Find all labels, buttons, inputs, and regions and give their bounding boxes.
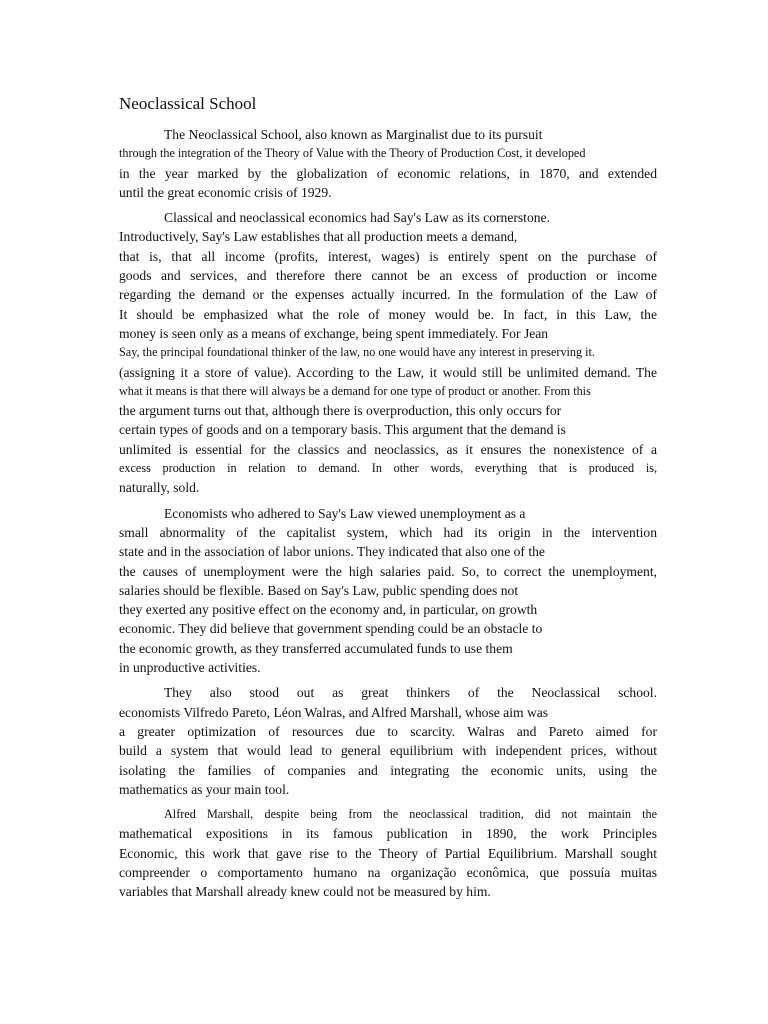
text-line: excess production in relation to demand. In other words, everything that is produced is,: [119, 461, 657, 476]
text-line: (assigning it a store of value). According to the Law, it would still be unlimited demand. The: [119, 364, 657, 380]
text-line: They also stood out as great thinkers of the Neoclassical school.: [164, 685, 657, 701]
text-line: the argument turns out that, although there is overproduction, this only occurs for: [119, 403, 562, 419]
text-line: the economic growth, as they transferred accumulated funds to use them: [119, 640, 513, 656]
text-line: compreender o comportamento humano na organização econômica, que possuía muitas: [119, 864, 657, 880]
text-line: goods and services, and therefore there cannot be an excess of production or income: [119, 268, 657, 284]
document-body: [119, 125, 657, 902]
text-line: variables that Marshall already knew could not be measured by him.: [119, 884, 491, 900]
text-line: It should be emphasized what the role of money would be. In fact, in this Law, the: [119, 306, 657, 322]
text-line: a greater optimization of resources due to scarcity. Walras and Pareto aimed for: [119, 723, 657, 739]
text-line: regarding the demand or the expenses actually incurred. In the formulation of the Law of: [119, 287, 657, 303]
text-line: isolating the families of companies and integrating the economic units, using the: [119, 762, 657, 778]
text-line: naturally, sold.: [119, 480, 200, 496]
paragraph: [119, 805, 657, 901]
text-line: The Neoclassical School, also known as Marginalist due to its pursuit: [164, 127, 543, 142]
paragraph: [119, 208, 657, 497]
text-line: salaries should be flexible. Based on Say's Law, public spending does not: [119, 582, 519, 598]
document-page: [119, 92, 657, 908]
document-title: Neoclassical School: [119, 94, 257, 113]
text-line: economists Vilfredo Pareto, Léon Walras, and Alfred Marshall, whose aim was: [119, 704, 549, 720]
text-line: mathematical expositions in its famous publication in 1890, the work Principles: [119, 826, 657, 842]
text-line: money is seen only as a means of exchange, being spent immediately. For Jean: [119, 325, 549, 341]
text-line: Say, the principal foundational thinker of the law, no one would have any interest in preserving it.: [119, 345, 595, 360]
text-line: what it means is that there will always be a demand for one type of product or another. From this: [119, 383, 591, 398]
text-line: Alfred Marshall, despite being from the neoclassical tradition, did not maintain the: [164, 807, 657, 822]
text-line: Classical and neoclassical economics had Say's Law as its cornerstone.: [164, 210, 550, 226]
text-line: certain types of goods and on a temporary basis. This argument that the demand is: [119, 422, 566, 438]
text-line: until the great economic crisis of 1929.: [119, 184, 332, 200]
paragraph: [119, 504, 657, 678]
text-line: unlimited is essential for the classics and neoclassics, as it ensures the nonexistence of a: [119, 441, 657, 457]
paragraph: [119, 125, 657, 202]
text-line: they exerted any positive effect on the economy and, in particular, on growth: [119, 602, 538, 618]
text-line: build a system that would lead to general equilibrium with independent prices, without: [119, 743, 657, 759]
text-line: through the integration of the Theory of Value with the Theory of Production Cost, it developed: [119, 146, 586, 161]
text-line: Economic, this work that gave rise to the Theory of Partial Equilibrium. Marshall sought: [119, 845, 657, 861]
text-line: in unproductive activities.: [119, 660, 261, 676]
text-line: Introductively, Say's Law establishes that all production meets a demand,: [119, 229, 518, 245]
text-line: small abnormality of the capitalist system, which had its origin in the intervention: [119, 524, 657, 540]
text-line: mathematics as your main tool.: [119, 781, 290, 797]
text-line: Economists who adhered to Say's Law viewed unemployment as a: [164, 505, 526, 521]
text-line: that is, that all income (profits, interest, wages) is entirely spent on the purchase of: [119, 248, 657, 264]
text-line: state and in the association of labor unions. They indicated that also one of the: [119, 544, 545, 560]
paragraph: [119, 683, 657, 799]
text-line: economic. They did believe that government spending could be an obstacle to: [119, 621, 543, 637]
text-line: the causes of unemployment were the high salaries paid. So, to correct the unemployment,: [119, 563, 657, 579]
text-line: in the year marked by the globalization of economic relations, in 1870, and extended: [119, 165, 657, 181]
